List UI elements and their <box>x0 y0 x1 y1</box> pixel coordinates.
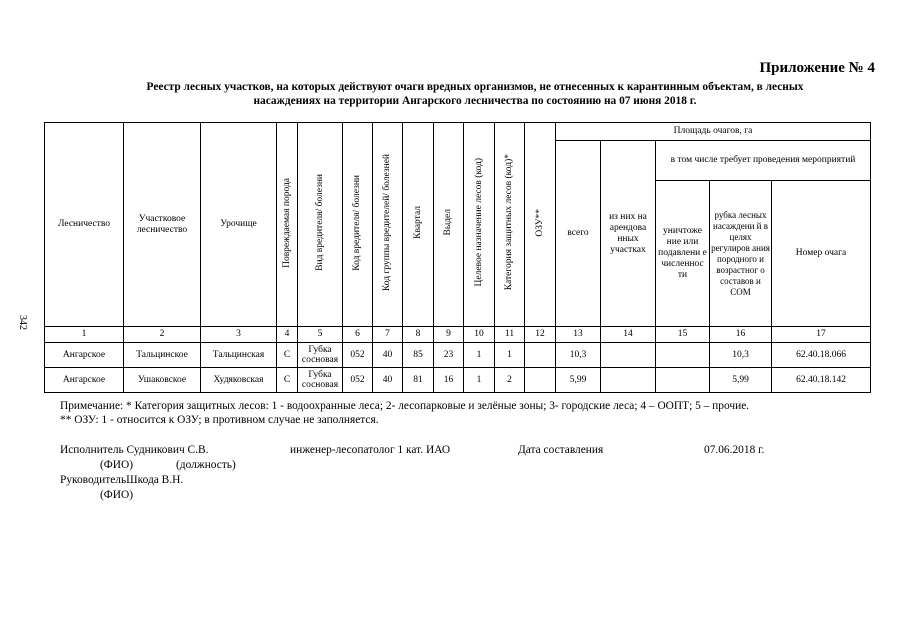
executor-position: инженер-лесопатолог 1 кат. ИАО <box>290 444 451 456</box>
table-cell: 1 <box>495 343 525 368</box>
column-number: 10 <box>464 327 495 343</box>
header-pest-type-text: Вид вредителя/ болезни <box>314 174 325 271</box>
date-value: 07.06.2018 г. <box>704 444 765 456</box>
table-cell: 10,3 <box>710 343 772 368</box>
table-cell: Худяковская <box>201 368 277 393</box>
column-number: 3 <box>201 327 277 343</box>
table-cell: 62.40.18.066 <box>772 343 871 368</box>
title-line-2: насаждениях на территории Ангарского лесничества по состоянию на 07 июня 2018 г. <box>253 95 697 107</box>
column-number: 1 <box>45 327 124 343</box>
table-cell: 40 <box>373 343 403 368</box>
header-plot-text: Выдел <box>443 209 453 236</box>
column-number: 8 <box>403 327 434 343</box>
table-cell: 85 <box>403 343 434 368</box>
column-number: 6 <box>343 327 373 343</box>
column-number: 7 <box>373 327 403 343</box>
note-protective-category: Примечание: * Категория защитных лесов: 1 - водоохранные леса; 2- лесопарковые и зелёные зоны; 3- городские леса; 4 – ООПТ; 5 – прочие. <box>60 400 750 412</box>
header-suppression: уничтоже ние или подавлени е численнос ти <box>656 181 710 327</box>
date-label: Дата составления <box>518 444 604 456</box>
header-total: всего <box>556 141 601 327</box>
table-cell <box>656 343 710 368</box>
page-number: 342 <box>17 315 28 330</box>
header-pest-code-text: Код вредителя/ болезни <box>352 174 362 271</box>
table-cell: 16 <box>434 368 464 393</box>
appendix-label: Приложение № 4 <box>759 60 875 76</box>
header-ozu-text: ОЗУ** <box>534 208 545 237</box>
table-cell: Губка сосновая <box>298 343 343 368</box>
table-cell <box>525 368 556 393</box>
header-protective-category-text: Категория защитных лесов (код)* <box>504 154 514 291</box>
table-cell: 40 <box>373 368 403 393</box>
table-cell: Ушаковское <box>124 368 201 393</box>
table-cell: 23 <box>434 343 464 368</box>
header-measures-group: в том числе требует проведения мероприятий <box>656 141 871 181</box>
header-felling: рубка лесных насаждени й в целях регулиров ания породного и возрастног о составов и СОМ <box>710 181 772 327</box>
column-number: 14 <box>601 327 656 343</box>
header-forestry: Лесничество <box>45 123 124 327</box>
table-cell: Тальцинская <box>201 343 277 368</box>
note-ozu: ** ОЗУ: 1 - относится к ОЗУ; в противном случае не заполняется. <box>60 414 379 426</box>
column-number: 13 <box>556 327 601 343</box>
table-cell: 5,99 <box>710 368 772 393</box>
header-district-forestry: Участковое лесничество <box>124 123 201 327</box>
header-area-group: Площадь очагов, га <box>556 123 871 141</box>
header-pest-type <box>298 123 343 327</box>
column-number: 16 <box>710 327 772 343</box>
table-cell: Ангарское <box>45 368 124 393</box>
table-row <box>45 343 871 368</box>
header-pest-code <box>343 123 373 327</box>
head-name: РуководительШкода В.Н. <box>60 474 184 486</box>
document-title <box>80 80 870 108</box>
table-cell: Губка сосновая <box>298 368 343 393</box>
table-cell: 1 <box>464 368 495 393</box>
header-leased: из них на арендова нных участках <box>601 141 656 327</box>
table-cell <box>656 368 710 393</box>
header-tract: Урочище <box>201 123 277 327</box>
column-number-row <box>45 327 871 343</box>
header-purpose <box>464 123 495 327</box>
title-line-1: Реестр лесных участков, на которых действуют очаги вредных организмов, не отнесенных к карантинным объектам, в лесных <box>146 81 804 93</box>
header-ozu <box>525 123 556 327</box>
table-cell: 10,3 <box>556 343 601 368</box>
header-protective-category <box>495 123 525 327</box>
table-cell: 1 <box>464 343 495 368</box>
registry-table <box>44 122 871 393</box>
header-quarter-text: Квартал <box>412 206 423 239</box>
table-cell: 5,99 <box>556 368 601 393</box>
header-species-text: Повреждаемая порода <box>281 177 292 268</box>
column-number: 12 <box>525 327 556 343</box>
table-cell: 62.40.18.142 <box>772 368 871 393</box>
table-cell: С <box>277 368 298 393</box>
table-cell: С <box>277 343 298 368</box>
header-pest-group-code-text: Код группы вредителей/ болезней <box>382 153 392 292</box>
table-cell: Ангарское <box>45 343 124 368</box>
column-number: 11 <box>495 327 525 343</box>
table-row <box>45 368 871 393</box>
position-caption: (должность) <box>176 459 236 471</box>
column-number: 9 <box>434 327 464 343</box>
header-species <box>277 123 298 327</box>
table-cell: 052 <box>343 343 373 368</box>
table-cell: Тальцинское <box>124 343 201 368</box>
header-plot <box>434 123 464 327</box>
table-cell: 81 <box>403 368 434 393</box>
column-number: 15 <box>656 327 710 343</box>
executor-name: Исполнитель Судникович С.В. <box>60 444 209 456</box>
table-cell: 052 <box>343 368 373 393</box>
table-cell <box>601 368 656 393</box>
column-number: 4 <box>277 327 298 343</box>
table-cell: 2 <box>495 368 525 393</box>
table-cell <box>601 343 656 368</box>
fio-caption-2: (ФИО) <box>100 489 134 501</box>
column-number: 5 <box>298 327 343 343</box>
column-number: 2 <box>124 327 201 343</box>
fio-caption-1: (ФИО) <box>100 459 134 471</box>
table-cell <box>525 343 556 368</box>
header-focus-number: Номер очага <box>772 181 871 327</box>
column-number: 17 <box>772 327 871 343</box>
header-pest-group-code <box>373 123 403 327</box>
header-purpose-text: Целевое назначение лесов (код) <box>473 158 484 287</box>
header-quarter <box>403 123 434 327</box>
